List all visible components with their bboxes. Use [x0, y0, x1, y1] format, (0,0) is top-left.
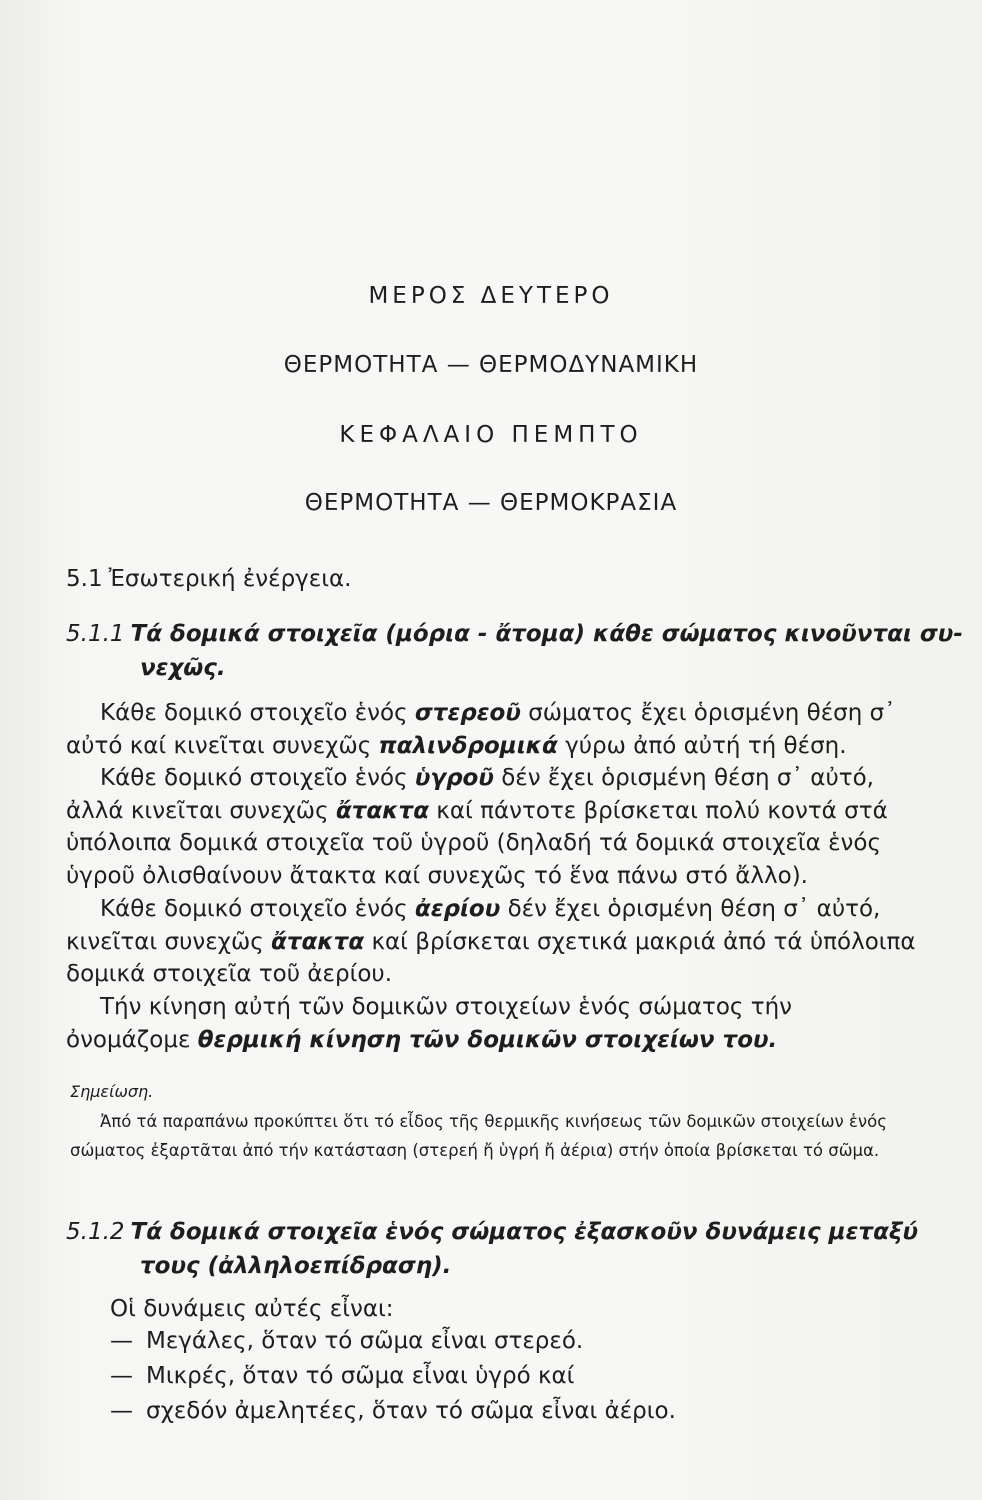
section-5-1-2-heading [66, 1215, 918, 1283]
emphasis: ἀερίου [414, 896, 501, 922]
text-run: Κάθε δομικό στοιχεῖο ἑνός [100, 700, 415, 726]
emphasis: ἄτακτα [335, 797, 429, 824]
section-title: Ἐσωτερική ἐνέργεια. [108, 566, 352, 592]
paragraph-liquid [66, 762, 916, 892]
note-text [70, 1107, 910, 1165]
text-run: γύρω ἀπό αὐτή τή θέση. [557, 732, 847, 759]
text-run: Ἀπό τά παραπάνω προκύπτει ὅτι τό εἶδος τῆς θερμικῆς κινήσεως τῶν δομικῶν στοιχείων ἑνός σώματος ἐξαρτᾶται ἀπό τήν κατάσταση (στερεή ἤ ὑγρή ἤ ἀέρια) στήν ὁποία βρίσκεται τό σῶμα. [70, 1112, 887, 1160]
list-item-text: Μικρές, ὅταν τό σῶμα εἶναι ὑγρό καί [146, 1363, 575, 1389]
forces-intro: Οἱ δυνάμεις αὐτές εἶναι: [110, 1296, 394, 1322]
section-5-1-1-heading [66, 617, 963, 685]
text-run: Κάθε δομικό στοιχεῖο ἑνός [100, 896, 415, 922]
section-title-line1: Τά δομικά στοιχεῖα (μόρια - ἄτομα) κάθε σώματος κινοῦνται συ- [130, 621, 963, 647]
chapter-title: ΘΕΡΜΟΤΗΤΑ — ΘΕΡΜΟΚΡΑΣΙΑ [304, 490, 678, 516]
emphasis: στερεοῦ [414, 700, 521, 726]
note-label: Σημείωση. [70, 1082, 154, 1101]
text-run: καί πάντοτε βρίσκεται πολύ κοντά στά ὑπόλοιπα δομικά στοιχεῖα τοῦ ὑγροῦ (δηλαδή τά δομικά στοιχεῖα ἑνός ὑγροῦ ὀλισθαίνουν ἄτακτα καί συνεχῶς τό ἕνα πάνω στό ἄλλο). [66, 797, 888, 889]
chapter-heading: ΚΕΦΑΛΑΙΟ ΠΕΜΠΤΟ [339, 422, 643, 448]
section-5-1-heading [66, 566, 357, 592]
list-item-text: Μεγάλες, ὅταν τό σῶμα εἶναι στερεό. [146, 1328, 584, 1354]
list-item-text: σχεδόν ἀμελητέες, ὅταν τό σῶμα εἶναι ἀέριο. [146, 1398, 676, 1424]
dash: — [110, 1398, 133, 1424]
text-run: Τήν κίνηση αὐτή τῶν δομικῶν στοιχείων ἑνός σώματος τήν ὀνομάζομε [66, 994, 793, 1053]
dash: — [110, 1328, 133, 1354]
emphasis: ἄτακτα [271, 928, 365, 955]
list-item [110, 1328, 583, 1354]
emphasis: ὑγροῦ [414, 765, 494, 791]
section-title-line1: Τά δομικά στοιχεῖα ἑνός σώματος ἐξασκοῦν δυνάμεις μεταξύ [130, 1219, 919, 1245]
section-title-line2: τους (ἀλληλοεπίδραση). [140, 1253, 452, 1279]
section-number: 5.1 [66, 566, 103, 592]
text-run: σώματος ἔχει ὁρισμένη θέση σ᾽ αὐτό καί κινεῖται συνεχῶς [66, 700, 896, 759]
section-title-line2: νεχῶς. [140, 655, 226, 681]
paragraph-thermal-motion [66, 991, 916, 1056]
subject-heading: ΘΕΡΜΟΤΗΤΑ — ΘΕΡΜΟΔΥΝΑΜΙΚΗ [283, 352, 699, 378]
section-number: 5.1.2 [66, 1219, 125, 1245]
emphasis: θερμική κίνηση τῶν δομικῶν στοιχείων του. [197, 1026, 778, 1053]
text-run: καί βρίσκεται σχετικά μακριά ἀπό τά ὑπόλοιπα δομικά στοιχεῖα τοῦ ἀερίου. [66, 928, 916, 987]
text-run: Κάθε δομικό στοιχεῖο ἑνός [100, 765, 415, 791]
text-run: δέν ἔχει ὁρισμένη θέση σ᾽ αὐτό, κινεῖται συνεχῶς [66, 896, 881, 955]
list-item [110, 1398, 676, 1424]
paragraph-gas [66, 893, 916, 991]
emphasis: παλινδρομικά [378, 732, 558, 759]
text-run: δέν ἔχει ὁρισμένη θέση σ᾽ αὐτό, ἀλλά κινεῖται συνεχῶς [66, 765, 874, 824]
dash: — [110, 1363, 133, 1389]
section-number: 5.1.1 [66, 621, 125, 647]
part-heading: ΜΕΡΟΣ ΔΕΥΤΕΡΟ [368, 283, 614, 309]
paragraph-solid [66, 697, 916, 762]
list-item [110, 1363, 574, 1389]
